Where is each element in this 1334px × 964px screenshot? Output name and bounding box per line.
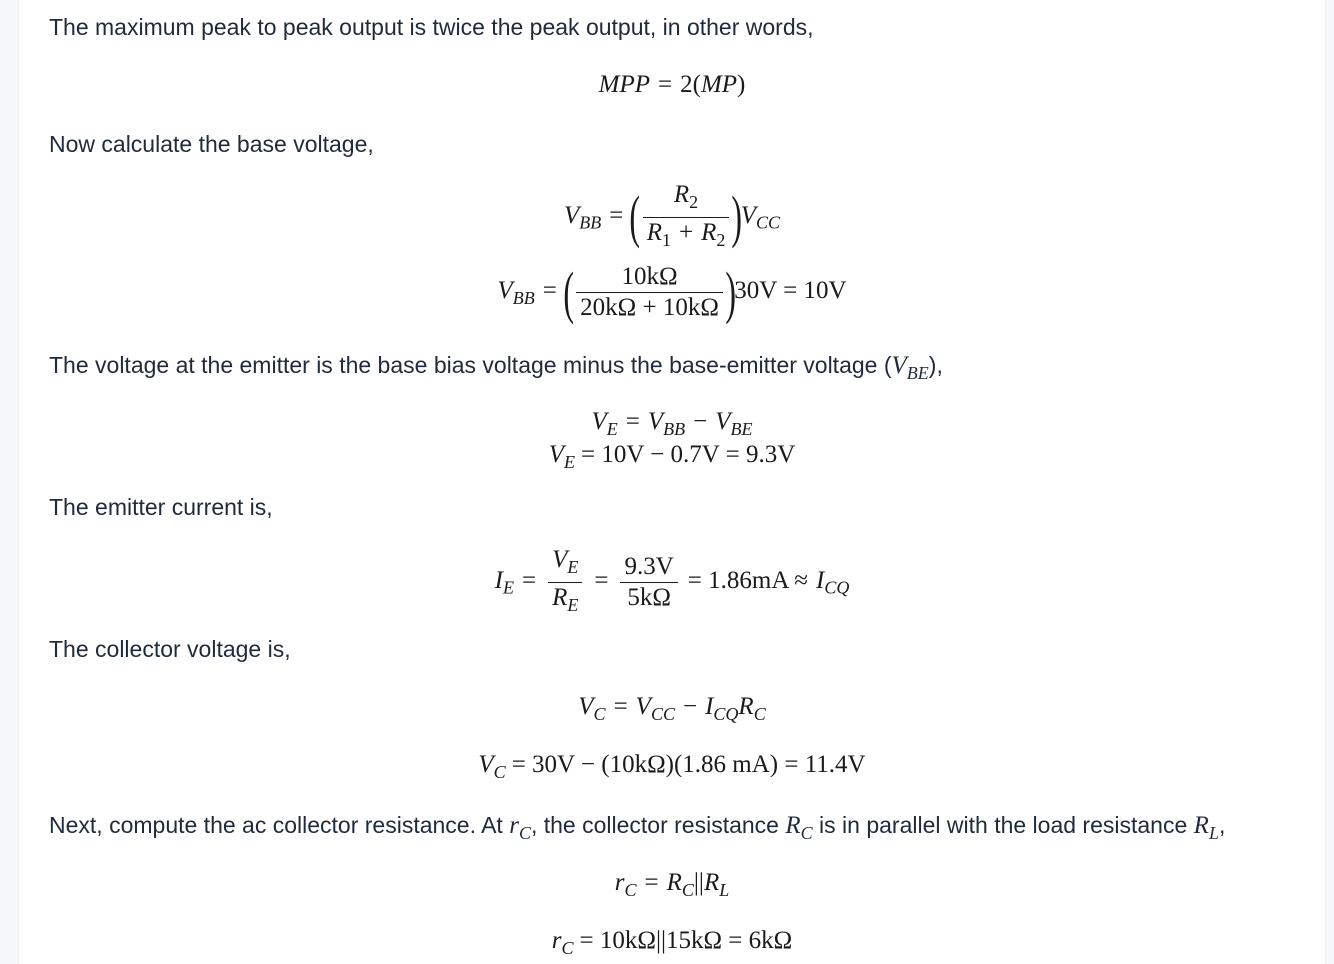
parallel-symbol: ||	[693, 869, 704, 896]
paragraph-text: The voltage at the emitter is the base bias voltage minus the base-emitter voltage (	[49, 352, 892, 378]
equation-ve-formula	[19, 407, 1325, 444]
vc-symbol: V	[578, 693, 594, 720]
ie-symbol: I	[494, 566, 503, 594]
plus-sign: +	[678, 218, 694, 246]
vbb-symbol: V	[497, 277, 513, 305]
ve-symbol: V	[548, 441, 564, 468]
r1-symbol: R	[646, 218, 662, 246]
re-subscript: E	[567, 594, 579, 615]
minus-sign: −	[693, 408, 708, 435]
paragraph-base-voltage: Now calculate the base voltage,	[49, 131, 374, 157]
right-paren-icon: )	[731, 184, 743, 250]
vbb-symbol: V	[647, 408, 664, 435]
equation-vbb-formula	[19, 180, 1325, 250]
paragraph-text: is in parallel with the load resistance	[812, 812, 1194, 838]
rl-symbol: R	[703, 869, 720, 896]
equation-rc-formula	[19, 868, 1325, 905]
rc-result: = 10kΩ||15kΩ = 6kΩ	[579, 927, 793, 954]
right-paren-icon: )	[725, 259, 736, 325]
mpp-lhs: MPP	[598, 71, 650, 98]
equals-sign: =	[594, 566, 609, 594]
fraction-numerator	[548, 545, 582, 583]
left-paren-icon: (	[563, 259, 574, 325]
rc-upper-subscript: C	[800, 822, 813, 843]
fraction-numerator	[643, 180, 730, 218]
rl-subscript: L	[1208, 822, 1219, 843]
icq-symbol: I	[816, 566, 825, 594]
vc-subscript: C	[593, 703, 606, 724]
paragraph-emitter-voltage	[49, 350, 943, 388]
rl-symbol: R	[1193, 812, 1209, 839]
paragraph-text: , the collector resistance	[530, 812, 786, 838]
icq-symbol: I	[705, 693, 714, 720]
vbb-subscript: BB	[663, 418, 686, 439]
re-symbol: R	[552, 583, 568, 611]
rc-upper-symbol: R	[785, 812, 801, 839]
equation-vbb-value	[19, 259, 1325, 332]
equation-rc-value	[19, 926, 1325, 963]
fraction-denominator: 5kΩ	[627, 583, 671, 611]
r2-subscript: 2	[716, 229, 726, 250]
icq-subscript: CQ	[824, 577, 850, 598]
vcc-subscript: CC	[755, 212, 780, 233]
left-paren-icon: (	[629, 184, 641, 250]
vbe-subscript: BE	[730, 418, 753, 439]
paragraph-text: ,	[1218, 812, 1226, 838]
rl-subscript: L	[719, 879, 730, 900]
paragraph-text: ),	[928, 352, 943, 378]
fraction-denominator: 20kΩ + 10kΩ	[580, 294, 719, 321]
ve-symbol: V	[552, 546, 568, 573]
rc-subscript: C	[561, 937, 574, 958]
equals-sign: =	[625, 408, 640, 435]
icq-subscript: CQ	[713, 703, 739, 724]
ve-symbol: V	[591, 408, 607, 435]
equals-sign: =	[644, 869, 659, 896]
equation-mpp	[19, 70, 1325, 100]
rc-subscript: C	[753, 703, 766, 724]
equation-vc-value	[19, 750, 1325, 787]
equals-sign: =	[542, 277, 557, 305]
fraction-divider	[643, 180, 730, 255]
paragraph-emitter-current: The emitter current is,	[49, 494, 273, 520]
rc-symbol: r	[614, 869, 625, 896]
fraction-denominator	[643, 218, 730, 255]
vc-subscript: C	[493, 761, 506, 782]
vc-symbol: V	[478, 751, 494, 778]
paragraph-mpp-intro: The maximum peak to peak output is twice the peak output, in other words,	[49, 14, 814, 40]
vbb-symbol: V	[563, 201, 580, 229]
equation-ve-value	[19, 440, 1325, 477]
paragraph-collector-voltage: The collector voltage is,	[49, 636, 291, 662]
fraction-numerator: 9.3V	[620, 552, 677, 583]
ve-subscript: E	[567, 556, 579, 577]
mpp-close: )	[737, 71, 746, 98]
minus-sign: −	[682, 693, 698, 720]
vcc-symbol: V	[740, 201, 756, 229]
equation-ie	[19, 545, 1325, 615]
rc-symbol: R	[738, 693, 754, 720]
ve-subscript: E	[563, 451, 575, 472]
equals-sign: =	[609, 201, 624, 229]
ve-result: = 10V − 0.7V = 9.3V	[580, 441, 796, 468]
ve-subscript: E	[606, 418, 618, 439]
vcc-subscript: CC	[650, 703, 675, 724]
rc-upper-symbol: R	[666, 869, 682, 896]
rc-symbol: r	[509, 812, 519, 839]
fraction-divider	[548, 545, 582, 620]
paragraph-ac-collector-resistance	[49, 810, 1225, 848]
fraction-numerator: 10kΩ	[576, 262, 723, 293]
r1-subscript: 1	[661, 229, 671, 250]
vbe-subscript: BE	[906, 362, 929, 383]
vbb-subscript: BB	[512, 287, 535, 308]
fraction-divider	[620, 552, 677, 613]
r2-subscript: 2	[689, 191, 699, 212]
vcc-symbol: V	[635, 693, 651, 720]
rc-upper-subscript: C	[681, 879, 694, 900]
ie-subscript: E	[502, 577, 514, 598]
vbe-symbol: V	[891, 352, 907, 379]
vbe-symbol: V	[715, 408, 731, 435]
equals-sign: =	[613, 693, 628, 720]
equals-sign: =	[658, 71, 673, 98]
r2-symbol: R	[673, 181, 690, 208]
document-page	[18, 0, 1326, 964]
paragraph-text: Next, compute the ac collector resistance. At	[49, 812, 510, 838]
vc-result: = 30V − (10kΩ)(1.86 mA) = 11.4V	[511, 751, 866, 778]
equation-vc-formula	[19, 692, 1325, 729]
rc-subscript: C	[518, 822, 531, 843]
rc-symbol: r	[551, 927, 562, 954]
fraction-denominator	[548, 583, 582, 620]
r2-symbol: R	[701, 218, 717, 246]
vbb-result: 30V = 10V	[734, 277, 847, 305]
vbb-subscript: BB	[579, 212, 602, 233]
rc-subscript: C	[624, 879, 637, 900]
fraction-divider	[576, 262, 723, 323]
mpp-coef: 2(	[680, 71, 701, 98]
mpp-var: MP	[700, 71, 738, 98]
equals-sign: =	[521, 566, 537, 594]
ie-result: = 1.86mA ≈	[687, 566, 808, 594]
